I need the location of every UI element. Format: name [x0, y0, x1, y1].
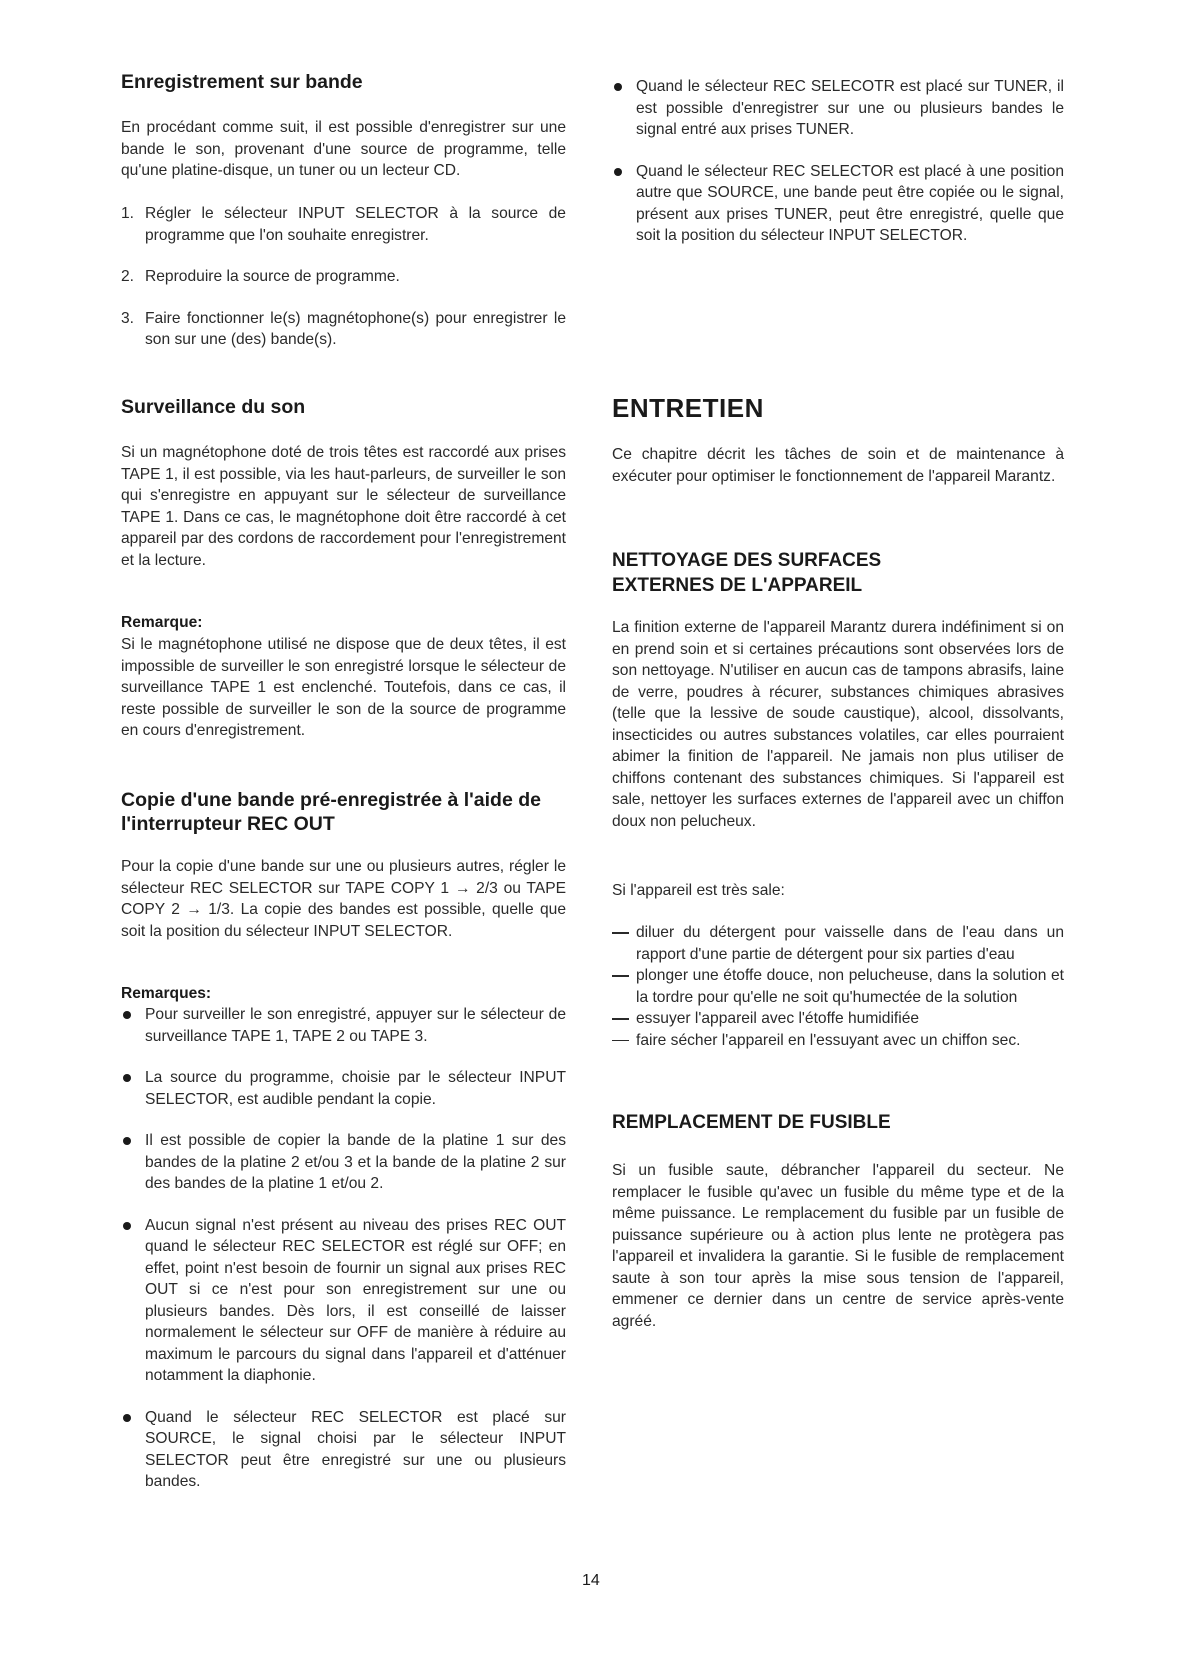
maintenance-text: Ce chapitre décrit les tâches de soin et de maintenance à exécuter pour optimiser le fonctionnement de l'appareil Marantz. [612, 446, 1064, 485]
list-item: Il est possible de copier la bande de la platine 1 sur des bandes de la platine 2 et/ou 3 et la bande de la platine 2 sur des bandes de la platine 1 et/ou 2. [121, 1130, 566, 1195]
bullet-icon [123, 1137, 131, 1145]
step-item: 1. Régler le sélecteur INPUT SELECTOR à la source de programme que l'on souhaite enregistrer. [121, 205, 566, 244]
cleaning-dirty-intro: Si l'appareil est très sale: [612, 882, 785, 899]
recording-intro: En procédant comme suit, il est possible d'enregistrer sur une bande le son, provenant d'une source de programme, telle qu'une platine-disque, un tuner ou un lecteur CD. [121, 119, 566, 179]
fuse-text: Si un fusible saute, débrancher l'appareil du secteur. Ne remplacer le fusible qu'avec un fusible du même type et de la même puissance. Le remplacement du fusible par un fusible de puissance supérieure ou à action plus lente ne protègera pas l'appareil et invalidera la garantie. Si le fusible de remplacement saute à son tour après la mise sous tension de l'appareil, emmener ce dernier dans un centre de service après-vente agréé. [612, 1162, 1064, 1330]
copy-remarks-list [121, 1004, 566, 1493]
list-item: Pour surveiller le son enregistré, appuyer sur le sélecteur de surveillance TAPE 1, TAPE 2 ou TAPE 3. [121, 1004, 566, 1047]
monitoring-heading: Surveillance du son [121, 396, 306, 418]
page-number: 14 [582, 1572, 600, 1589]
list-item: Aucun signal n'est présent au niveau des prises REC OUT quand le sélecteur REC SELECTOR est réglé sur OFF; en effet, point n'est besoin de fournir un signal aux prises REC OUT si ce n'est pour son enregistrement sur une ou plusieurs bandes. Dès lors, il est conseillé de laisser normalement le sélecteur sur OFF de manière à réduire au maximum le parcours du signal dans l'appareil et d'atténuer notamment la diaphonie. [121, 1215, 566, 1387]
step-item: 3. Faire fonctionner le(s) magnétophone(s) pour enregistrer le son sur une (des) bande(s). [121, 309, 566, 348]
bullet-icon [614, 83, 622, 91]
maintenance-heading: ENTRETIEN [612, 393, 764, 423]
copy-remarks-title: Remarques: [121, 985, 212, 1002]
list-item: La source du programme, choisie par le sélecteur INPUT SELECTOR, est audible pendant la copie. [121, 1067, 566, 1110]
bullet-icon [123, 1222, 131, 1230]
copy-heading: Copie d'une bande pré-enregistrée à l'aide de l'interrupteur REC OUT [121, 789, 541, 835]
monitoring-remark-title: Remarque: [121, 614, 203, 631]
tuner-notes-list [612, 76, 1064, 247]
list-item: diluer du détergent pour vaisselle dans de l'eau dans un rapport d'une partie de détergent pour six parties d'eau [612, 922, 1064, 965]
dash-icon [612, 1040, 629, 1042]
recording-steps [121, 203, 566, 351]
list-item: Quand le sélecteur REC SELECTOR est placé sur SOURCE, le signal choisi par le sélecteur INPUT SELECTOR peut être enregistré sur une ou plusieurs bandes. [121, 1407, 566, 1493]
cleaning-steps-list [612, 922, 1064, 1051]
list-item: plonger une étoffe douce, non pelucheuse, dans la solution et la tordre pour qu'elle ne soit qu'humectée de la solution [612, 965, 1064, 1008]
bullet-icon [123, 1011, 131, 1019]
dash-icon [612, 1018, 629, 1020]
monitoring-text: Si un magnétophone doté de trois têtes est raccordé aux prises TAPE 1, il est possible, via les haut-parleurs, de surveiller le son qui s'enregistre en appuyant sur le sélecteur de surveillance TAPE 1. Dans ce cas, le magnétophone doit être raccordé à cet appareil par des cordons de raccordement pour l'enregistrement et la lecture. [121, 444, 566, 569]
list-item: Quand le sélecteur REC SELECOTR est placé sur TUNER, il est possible d'enregistrer sur une ou plusieurs bandes le signal entré aux prises TUNER. [612, 76, 1064, 141]
fuse-heading: REMPLACEMENT DE FUSIBLE [612, 1112, 891, 1133]
step-item: 2. Reproduire la source de programme. [121, 268, 400, 285]
bullet-icon [614, 168, 622, 176]
cleaning-text: La finition externe de l'appareil Marantz durera indéfiniment si on en prend soin et si certaines précautions sont observées lors de son nettoyage. N'utiliser en aucun cas de tampons abrasifs, laine de verre, poudres à récurer, substances chimiques abrasives (telle que la lessive de soude caustique), alcool, dissolvants, insecticides ou autres substances volatiles, car elles pourraient abimer la finition de l'appareil. Ne jamais non plus utiliser de chiffons contenant des substances chimiques. Si l'appareil est sale, nettoyer les surfaces externes de l'appareil avec un chiffon doux non pelucheux. [612, 619, 1064, 830]
recording-heading: Enregistrement sur bande [121, 71, 363, 93]
bullet-icon [123, 1074, 131, 1082]
dash-icon [612, 975, 629, 977]
cleaning-heading: NETTOYAGE DES SURFACES EXTERNES DE L'APPAREIL [612, 550, 882, 596]
dash-icon [612, 932, 629, 934]
bullet-icon [123, 1414, 131, 1422]
list-item: Quand le sélecteur REC SELECTOR est placé à une position autre que SOURCE, une bande peut être copiée ou le signal, présent aux prises TUNER, peut être enregistré, quelle que soit la position du sélecteur INPUT SELECTOR. [612, 161, 1064, 247]
list-item: faire sécher l'appareil en l'essuyant avec un chiffon sec. [612, 1030, 1064, 1052]
copy-text: Pour la copie d'une bande sur une ou plusieurs autres, régler le sélecteur REC SELECTOR sur TAPE COPY 1 → 2/3 ou TAPE COPY 2 → 1/3. La copie des bandes est possible, quelle que soit la position du sélecteur INPUT SELECTOR. [121, 858, 566, 940]
list-item: essuyer l'appareil avec l'étoffe humidifiée [612, 1008, 1064, 1030]
monitoring-remark-text: Si le magnétophone utilisé ne dispose que de deux têtes, il est impossible de surveiller le son enregistré lorsque le sélecteur de surveillance TAPE 1 est enclenché. Toutefois, dans ce cas, il reste possible de surveiller le son de la source de programme en cours d'enregistrement. [121, 636, 566, 739]
